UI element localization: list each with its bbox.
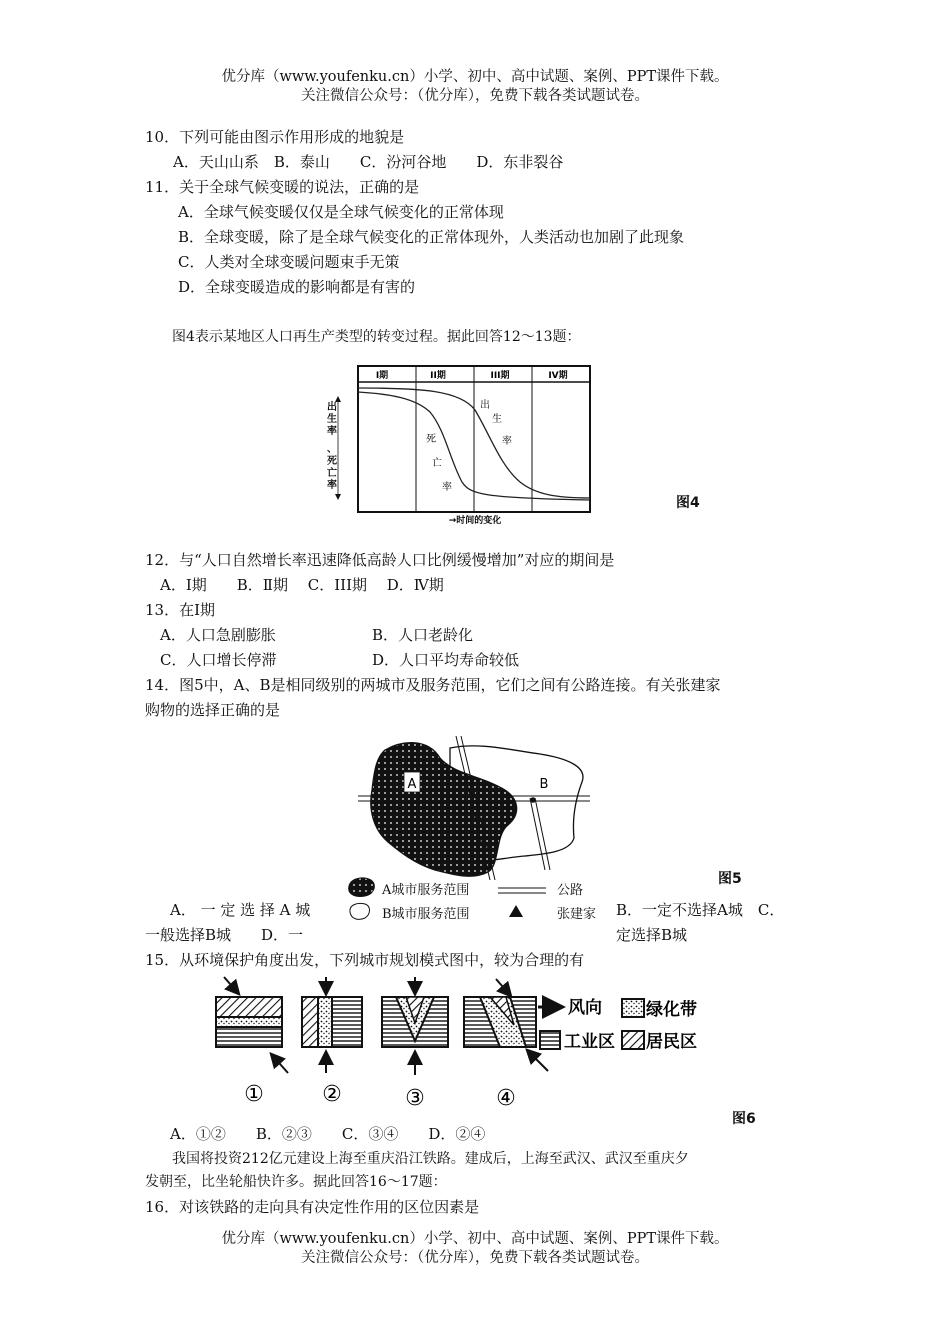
footer-line-1: 优分库（www.youfenku.cn）小学、初中、高中试题、案例、PPT课件下载。 [221, 1231, 729, 1247]
legend-resident-label: 居民区 [646, 1032, 697, 1052]
q16-stem: 16．对该铁路的走向具有决定性作用的区位因素是 [145, 1198, 480, 1216]
death-label-2: 亡 [432, 458, 442, 469]
footer-line-2: 关注微信公众号：（优分库），免费下载各类试题试卷。 [301, 1250, 649, 1266]
figure-6-city-planning [210, 975, 720, 1115]
period-label-4: IV期 [548, 371, 568, 381]
period-label-2: II期 [430, 371, 446, 381]
legend-industry-swatch [540, 1031, 560, 1049]
q13-option-a: A．人口急剧膨胀 [160, 626, 276, 644]
fig5-legend-b-swatch [345, 900, 375, 922]
header-line-2: 关注微信公众号：（优分库），免费下载各类试题试卷。 [301, 88, 649, 104]
q14-options-line2-a: 一般选择B城 D．一 [145, 926, 304, 944]
fig6-caption: 图6 [732, 1111, 756, 1127]
q12-options: A．Ⅰ期 B．Ⅱ期 C．III期 D．Ⅳ期 [160, 576, 444, 594]
fig5-legend-home: 张建家 [557, 907, 597, 922]
header-line-1: 优分库（www.youfenku.cn）小学、初中、高中试题、案例、PPT课件下载。 [221, 69, 729, 85]
q11-option-a: A．全球气候变暖仅仅是全球气候变化的正常体现 [178, 203, 504, 221]
q14-options-line1-a: A． 一 定 选 择 A 城 [170, 901, 311, 919]
y-axis-label-part-2: 、死亡率 [327, 444, 337, 491]
fig5-caption: 图5 [718, 871, 742, 887]
q12-stem: 12．与“人口自然增长率迅速降低高龄人口比例缓慢增加”对应的期间是 [145, 551, 615, 569]
legend-industry-label: 工业区 [564, 1032, 615, 1052]
q15-stem: 15．从环境保护角度出发，下列城市规划模式图中，较为合理的有 [145, 951, 585, 969]
q11-stem: 11．关于全球气候变暖的说法，正确的是 [145, 178, 420, 196]
period-label-3: III期 [490, 371, 510, 381]
q11-option-c: C．人类对全球变暖问题束手无策 [178, 253, 400, 271]
y-axis-label-part-1: 出生率 [327, 402, 337, 437]
legend-wind-label: 风向 [568, 998, 602, 1018]
death-label-1: 死 [426, 434, 436, 445]
fig5-legend-a: A城市服务范围 [382, 883, 470, 898]
plan-1 [216, 977, 288, 1073]
q15-options: A．①② B．②③ C．③④ D．②④ [170, 1125, 486, 1143]
fig4-caption: 图4 [676, 495, 700, 511]
plan-4 [464, 979, 548, 1071]
city-a-label: A [407, 777, 417, 792]
q11-option-b: B．全球变暖，除了是全球气候变化的正常体现外，人类活动也加剧了此现象 [178, 228, 685, 246]
q13-option-b: B．人口老龄化 [372, 626, 474, 644]
q14-stem-1: 14．图5中，A、B是相同级别的两城市及服务范围，它们之间有公路连接。有关张建家 [145, 676, 721, 694]
birth-label-3: 率 [502, 436, 512, 447]
q11-option-d: D．全球变暖造成的影响都是有害的 [178, 278, 416, 296]
q14-stem-2: 购物的选择正确的是 [145, 701, 281, 719]
q14-options-line1-b: B．一定不选择A城 C． [616, 901, 785, 919]
legend-green-swatch [622, 999, 644, 1017]
fig5-legend-b: B城市服务范围 [382, 907, 470, 922]
birth-label-2: 生 [492, 414, 502, 425]
y-axis-label-vertical [327, 402, 341, 492]
fig5-legend-home-swatch [508, 904, 524, 918]
q13-stem: 13．在Ⅰ期 [145, 601, 216, 619]
fig5-legend-a-swatch [345, 876, 379, 898]
plan-number-2: ② [322, 1082, 342, 1107]
q10-stem: 10．下列可能由图示作用形成的地貌是 [145, 128, 405, 146]
q14-options-line2-b: 定选择B城 [616, 926, 688, 944]
plan-2 [302, 977, 362, 1073]
plan-3 [382, 977, 448, 1075]
rail-intro-line-2: 发朝至，比坐轮船快许多。据此回答16～17题： [145, 1174, 447, 1190]
plan-number-1: ① [244, 1082, 264, 1107]
rail-intro-line-1: 我国将投资212亿元建设上海至重庆沿江铁路。建成后，上海至武汉、武汉至重庆夕 [172, 1151, 689, 1167]
q10-options: A．天山山系 B．泰山 C．汾河谷地 D．东非裂谷 [173, 153, 564, 171]
death-label-3: 率 [442, 482, 452, 493]
fig5-legend-road: 公路 [557, 883, 584, 898]
birth-label-1: 出 [480, 400, 490, 411]
q13-option-d: D．人口平均寿命较低 [372, 651, 520, 669]
figure-4-population-chart [320, 360, 620, 535]
q13-option-c: C．人口增长停滞 [160, 651, 277, 669]
x-axis-label: →时间的变化 [448, 516, 502, 526]
fig5-legend-road-swatch [498, 885, 546, 897]
legend-resident-swatch [622, 1031, 644, 1049]
plan-number-4: ④ [496, 1086, 516, 1111]
fig4-intro: 图4表示某地区人口再生产类型的转变过程。据此回答12～13题： [172, 329, 581, 345]
city-b-label: B [539, 777, 549, 792]
period-label-1: I期 [375, 371, 389, 381]
plan-number-3: ③ [405, 1086, 425, 1111]
legend-green-label: 绿化带 [646, 1000, 697, 1020]
